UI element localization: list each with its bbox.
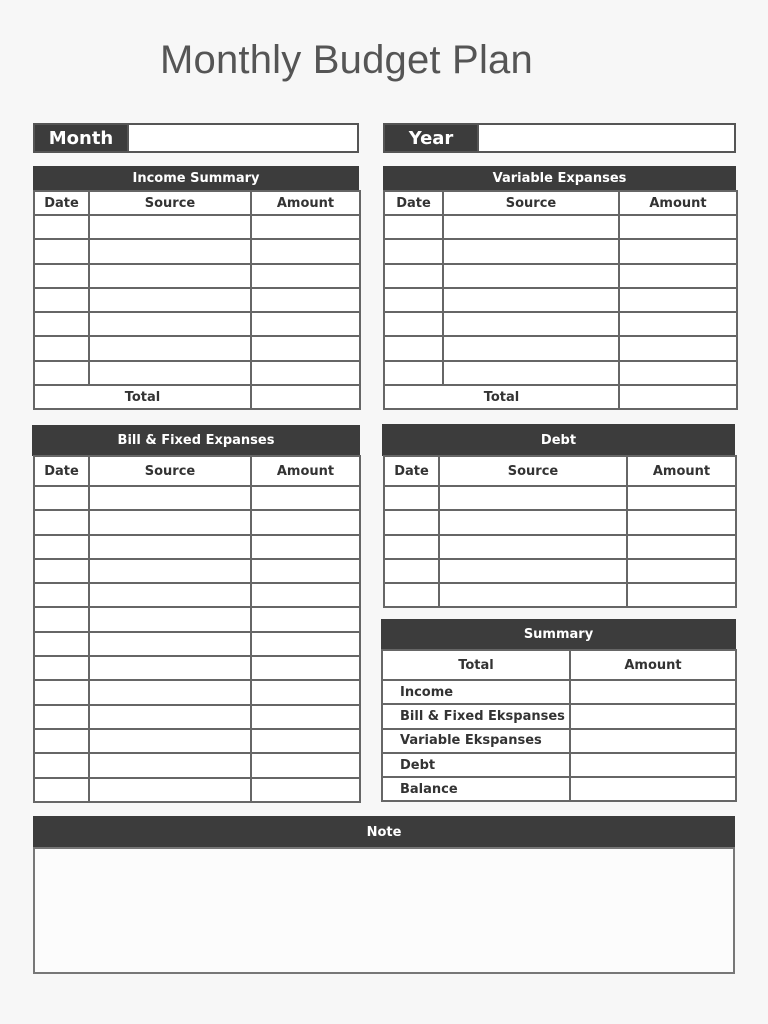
- date-cell[interactable]: [34, 239, 89, 263]
- source-cell[interactable]: [443, 215, 619, 239]
- source-cell[interactable]: [89, 607, 251, 631]
- amount-column-header: Amount: [619, 191, 737, 215]
- source-cell[interactable]: [89, 680, 251, 704]
- table-row: [34, 632, 360, 656]
- amount-cell[interactable]: [251, 583, 360, 607]
- amount-cell[interactable]: [251, 656, 360, 680]
- amount-cell[interactable]: [251, 215, 360, 239]
- date-column-header: Date: [384, 456, 439, 486]
- date-cell[interactable]: [34, 778, 89, 802]
- table-row: [34, 535, 360, 559]
- source-cell[interactable]: [89, 656, 251, 680]
- table-row: [384, 361, 737, 385]
- source-cell[interactable]: [89, 632, 251, 656]
- table-row: [384, 336, 737, 360]
- amount-cell[interactable]: [251, 680, 360, 704]
- date-cell[interactable]: [384, 264, 443, 288]
- source-column-header: Source: [439, 456, 627, 486]
- date-cell[interactable]: [34, 729, 89, 753]
- note-area[interactable]: [33, 847, 735, 974]
- amount-cell[interactable]: [251, 778, 360, 802]
- source-cell[interactable]: [443, 312, 619, 336]
- total-label: Total: [34, 385, 251, 409]
- summary-item-label: Debt: [382, 753, 570, 777]
- amount-cell[interactable]: [619, 239, 737, 263]
- summary-amount-cell[interactable]: [570, 729, 736, 753]
- amount-cell[interactable]: [251, 264, 360, 288]
- summary-amount-cell[interactable]: [570, 680, 736, 704]
- month-label: Month: [35, 125, 127, 151]
- date-cell[interactable]: [34, 361, 89, 385]
- total-row: [34, 385, 360, 409]
- source-cell[interactable]: [439, 559, 627, 583]
- table-row: [34, 215, 360, 239]
- summary-row: [382, 777, 736, 801]
- source-cell[interactable]: [89, 583, 251, 607]
- date-cell[interactable]: [384, 312, 443, 336]
- table-row: [34, 656, 360, 680]
- amount-cell[interactable]: [251, 510, 360, 534]
- source-cell[interactable]: [443, 336, 619, 360]
- amount-cell[interactable]: [619, 215, 737, 239]
- table-row: [384, 288, 737, 312]
- source-cell[interactable]: [89, 288, 251, 312]
- page-title: Monthly Budget Plan: [160, 38, 533, 82]
- month-input[interactable]: [127, 125, 357, 151]
- amount-cell[interactable]: [251, 632, 360, 656]
- date-cell[interactable]: [384, 239, 443, 263]
- summary-item-label: Balance: [382, 777, 570, 801]
- table-row: [34, 607, 360, 631]
- date-cell[interactable]: [384, 535, 439, 559]
- table-row: [34, 583, 360, 607]
- amount-cell[interactable]: [251, 753, 360, 777]
- summary-amount-cell[interactable]: [570, 704, 736, 728]
- date-cell[interactable]: [34, 656, 89, 680]
- table-row: [34, 239, 360, 263]
- summary-amount-cell[interactable]: [570, 777, 736, 801]
- table-row: [34, 753, 360, 777]
- date-column-header: Date: [384, 191, 443, 215]
- table-row: [34, 336, 360, 360]
- summary-header: Summary: [381, 619, 736, 650]
- source-cell[interactable]: [89, 312, 251, 336]
- source-cell[interactable]: [89, 705, 251, 729]
- amount-column-header: Amount: [627, 456, 736, 486]
- variable-expanses-table: [383, 190, 738, 410]
- source-cell[interactable]: [89, 510, 251, 534]
- date-cell[interactable]: [34, 510, 89, 534]
- amount-cell[interactable]: [627, 559, 736, 583]
- amount-cell[interactable]: [619, 336, 737, 360]
- table-row: [34, 486, 360, 510]
- income-summary-header: Income Summary: [33, 166, 359, 191]
- date-cell[interactable]: [34, 607, 89, 631]
- source-cell[interactable]: [89, 361, 251, 385]
- source-cell[interactable]: [89, 486, 251, 510]
- date-column-header: Date: [34, 191, 89, 215]
- table-row: [384, 510, 736, 534]
- amount-cell[interactable]: [251, 486, 360, 510]
- table-row: [34, 705, 360, 729]
- source-column-header: Source: [89, 191, 251, 215]
- source-cell[interactable]: [443, 264, 619, 288]
- column-header-row: [384, 456, 736, 486]
- date-cell[interactable]: [34, 264, 89, 288]
- amount-cell[interactable]: [251, 535, 360, 559]
- date-cell[interactable]: [34, 288, 89, 312]
- variable-expanses-header: Variable Expanses: [383, 166, 736, 191]
- amount-cell[interactable]: [251, 607, 360, 631]
- summary-row: [382, 704, 736, 728]
- amount-cell[interactable]: [251, 729, 360, 753]
- table-row: [384, 239, 737, 263]
- date-cell[interactable]: [384, 486, 439, 510]
- summary-item-label: Bill & Fixed Ekspanses: [382, 704, 570, 728]
- year-label: Year: [385, 125, 477, 151]
- date-cell[interactable]: [384, 288, 443, 312]
- summary-amount-cell[interactable]: [570, 753, 736, 777]
- date-cell[interactable]: [34, 559, 89, 583]
- source-column-header: Source: [443, 191, 619, 215]
- date-cell[interactable]: [384, 336, 443, 360]
- date-cell[interactable]: [384, 361, 443, 385]
- table-row: [384, 559, 736, 583]
- bill-fixed-expanses-table: [33, 455, 361, 803]
- amount-cell[interactable]: [251, 312, 360, 336]
- amount-cell[interactable]: [251, 705, 360, 729]
- summary-column-header-row: [382, 650, 736, 680]
- source-cell[interactable]: [443, 239, 619, 263]
- date-cell[interactable]: [384, 215, 443, 239]
- summary-table: [381, 649, 737, 802]
- amount-cell[interactable]: [619, 288, 737, 312]
- source-cell[interactable]: [89, 215, 251, 239]
- source-cell[interactable]: [439, 486, 627, 510]
- source-cell[interactable]: [89, 559, 251, 583]
- source-cell[interactable]: [89, 264, 251, 288]
- amount-cell[interactable]: [627, 535, 736, 559]
- source-cell[interactable]: [439, 535, 627, 559]
- amount-cell[interactable]: [627, 510, 736, 534]
- source-cell[interactable]: [89, 336, 251, 360]
- total-amount-cell[interactable]: [619, 385, 737, 409]
- source-cell[interactable]: [439, 583, 627, 607]
- source-cell[interactable]: [89, 753, 251, 777]
- total-label: Total: [384, 385, 619, 409]
- amount-cell[interactable]: [251, 239, 360, 263]
- summary-item-label: Variable Ekspanses: [382, 729, 570, 753]
- summary-item-label: Income: [382, 680, 570, 704]
- table-row: [34, 729, 360, 753]
- source-cell[interactable]: [89, 535, 251, 559]
- summary-row: [382, 753, 736, 777]
- column-header-row: [384, 191, 737, 215]
- date-cell[interactable]: [34, 705, 89, 729]
- table-row: [34, 264, 360, 288]
- total-row: [384, 385, 737, 409]
- date-cell[interactable]: [34, 336, 89, 360]
- date-cell[interactable]: [384, 559, 439, 583]
- date-cell[interactable]: [34, 680, 89, 704]
- source-column-header: Source: [89, 456, 251, 486]
- debt-table: [383, 455, 737, 608]
- amount-cell[interactable]: [251, 559, 360, 583]
- source-cell[interactable]: [89, 778, 251, 802]
- table-row: [34, 288, 360, 312]
- amount-cell[interactable]: [251, 336, 360, 360]
- source-cell[interactable]: [443, 361, 619, 385]
- column-header-row: [34, 456, 360, 486]
- date-cell[interactable]: [34, 535, 89, 559]
- month-field: [33, 123, 359, 153]
- summary-row: [382, 680, 736, 704]
- date-cell[interactable]: [34, 583, 89, 607]
- column-header-row: [34, 191, 360, 215]
- amount-cell[interactable]: [619, 312, 737, 336]
- amount-cell[interactable]: [627, 583, 736, 607]
- table-row: [384, 583, 736, 607]
- date-column-header: Date: [34, 456, 89, 486]
- date-cell[interactable]: [384, 583, 439, 607]
- date-cell[interactable]: [34, 486, 89, 510]
- note-header: Note: [33, 816, 735, 848]
- table-row: [34, 559, 360, 583]
- amount-cell[interactable]: [619, 264, 737, 288]
- table-row: [34, 680, 360, 704]
- amount-cell[interactable]: [619, 361, 737, 385]
- date-cell[interactable]: [34, 753, 89, 777]
- debt-header: Debt: [382, 424, 735, 456]
- table-row: [34, 778, 360, 802]
- amount-cell[interactable]: [251, 288, 360, 312]
- table-row: [34, 361, 360, 385]
- table-row: [384, 312, 737, 336]
- amount-cell[interactable]: [251, 361, 360, 385]
- table-row: [384, 264, 737, 288]
- bill-fixed-expanses-header: Bill & Fixed Expanses: [32, 425, 360, 456]
- source-cell[interactable]: [443, 288, 619, 312]
- year-input[interactable]: [477, 125, 734, 151]
- year-field: [383, 123, 736, 153]
- date-cell[interactable]: [34, 312, 89, 336]
- table-row: [384, 535, 736, 559]
- source-cell[interactable]: [439, 510, 627, 534]
- date-cell[interactable]: [34, 632, 89, 656]
- income-summary-table: [33, 190, 361, 410]
- table-row: [384, 215, 737, 239]
- summary-amount-header: Amount: [570, 650, 736, 680]
- table-row: [384, 486, 736, 510]
- amount-column-header: Amount: [251, 456, 360, 486]
- table-row: [34, 510, 360, 534]
- summary-total-header: Total: [382, 650, 570, 680]
- table-row: [34, 312, 360, 336]
- source-cell[interactable]: [89, 729, 251, 753]
- summary-row: [382, 729, 736, 753]
- source-cell[interactable]: [89, 239, 251, 263]
- date-cell[interactable]: [34, 215, 89, 239]
- date-cell[interactable]: [384, 510, 439, 534]
- amount-cell[interactable]: [627, 486, 736, 510]
- total-amount-cell[interactable]: [251, 385, 360, 409]
- amount-column-header: Amount: [251, 191, 360, 215]
